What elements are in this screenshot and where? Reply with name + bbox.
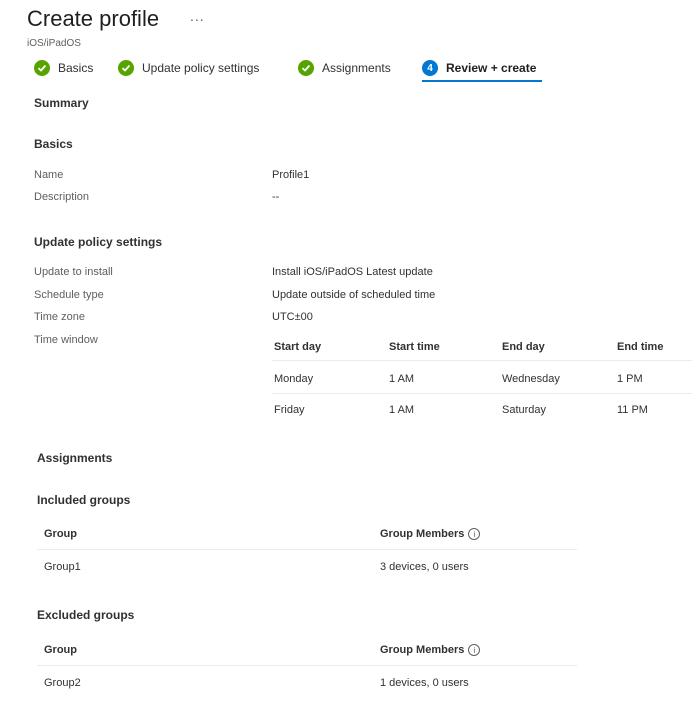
name-label: Name <box>34 169 64 181</box>
table-divider <box>272 393 692 394</box>
name-value: Profile1 <box>272 169 310 181</box>
description-value: -- <box>272 191 280 203</box>
table-cell: 1 AM <box>389 373 415 385</box>
table-cell: Group2 <box>44 677 81 689</box>
description-label: Description <box>34 191 90 203</box>
time-zone-value: UTC±00 <box>272 311 313 323</box>
step-label: Review + create <box>446 61 537 75</box>
more-options-button[interactable]: ... <box>190 8 205 24</box>
step-assignments[interactable] <box>298 58 391 78</box>
step-basics[interactable] <box>34 58 93 78</box>
update-to-install-label: Update to install <box>34 266 113 278</box>
step-update-policy-settings[interactable] <box>118 58 259 78</box>
table-cell: Wednesday <box>502 373 560 385</box>
excluded-groups-heading: Excluded groups <box>37 608 135 622</box>
excluded-col-members <box>380 644 480 656</box>
basics-heading: Basics <box>34 137 73 151</box>
step-label: Assignments <box>322 61 391 75</box>
table-cell: 11 PM <box>617 404 648 416</box>
schedule-type-value: Update outside of scheduled time <box>272 289 436 301</box>
page-subtitle: iOS/iPadOS <box>27 38 81 49</box>
col-start-time: Start time <box>389 341 440 353</box>
info-icon[interactable]: i <box>468 528 480 540</box>
included-col-members <box>380 528 480 540</box>
included-groups-heading: Included groups <box>37 493 131 507</box>
schedule-type-label: Schedule type <box>34 289 104 301</box>
step-number-icon: 4 <box>422 60 438 76</box>
table-cell: Saturday <box>502 404 547 416</box>
assignments-heading: Assignments <box>37 451 113 465</box>
check-icon <box>298 60 314 76</box>
col-end-time: End time <box>617 341 664 353</box>
step-label: Basics <box>58 61 94 75</box>
included-col-group: Group <box>44 528 77 540</box>
included-col-members-label: Group Members <box>380 528 465 540</box>
table-cell: Monday <box>274 373 314 385</box>
table-cell: Friday <box>274 404 305 416</box>
col-end-day: End day <box>502 341 545 353</box>
summary-heading: Summary <box>34 96 89 110</box>
time-window-label: Time window <box>34 334 98 346</box>
table-cell: 3 devices, 0 users <box>380 561 469 573</box>
time-zone-label: Time zone <box>34 311 85 323</box>
table-divider <box>37 665 577 666</box>
update-to-install-value: Install iOS/iPadOS Latest update <box>272 266 433 278</box>
info-icon[interactable]: i <box>468 644 480 656</box>
active-step-underline <box>422 80 542 82</box>
table-cell: 1 PM <box>617 373 643 385</box>
step-label: Update policy settings <box>142 61 260 75</box>
check-icon <box>118 60 134 76</box>
table-divider <box>37 549 577 550</box>
table-divider <box>272 360 692 361</box>
update-policy-heading: Update policy settings <box>34 235 163 249</box>
table-cell: 1 AM <box>389 404 415 416</box>
page-title: Create profile <box>27 6 160 31</box>
excluded-col-group: Group <box>44 644 77 656</box>
excluded-col-members-label: Group Members <box>380 644 465 656</box>
col-start-day: Start day <box>274 341 322 353</box>
table-cell: Group1 <box>44 561 81 573</box>
check-icon <box>34 60 50 76</box>
step-review-create[interactable] <box>422 58 536 78</box>
table-cell: 1 devices, 0 users <box>380 677 469 689</box>
